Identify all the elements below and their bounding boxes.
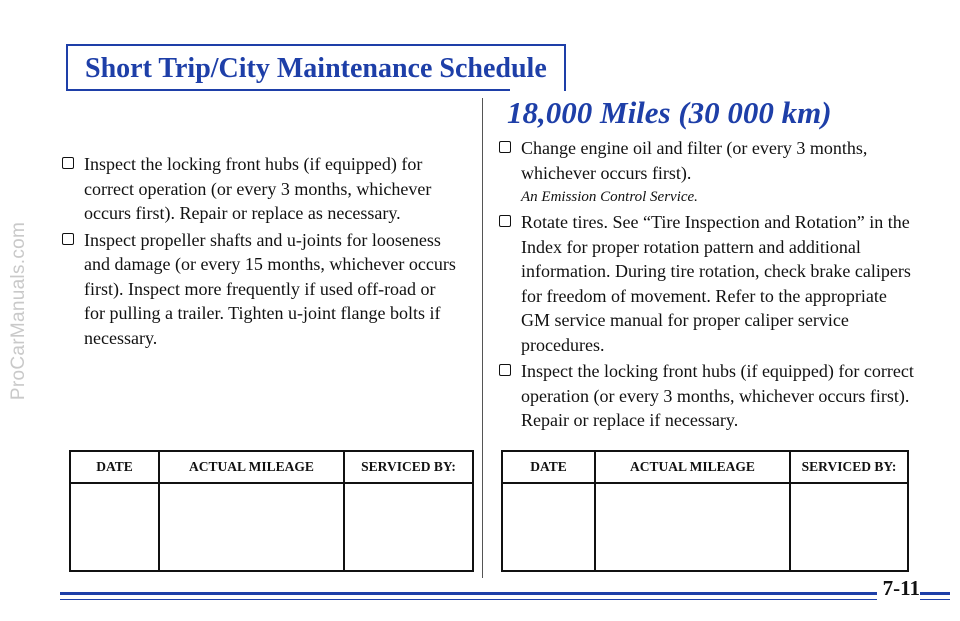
item-text: Rotate tires. See “Tire Inspection and Rotation” in the Index for proper rotation pattern and additional information. During tire rotation, check brake calipers for freedom of movement. Refer to the appropriate GM service manual for proper caliper service procedures. [521, 212, 911, 355]
left-column [60, 152, 460, 350]
mileage-heading: 18,000 Miles (30 000 km) [507, 95, 832, 130]
header-underline [66, 89, 510, 91]
checklist-item [497, 210, 917, 357]
item-text: Inspect propeller shafts and u-joints for looseness and damage (or every 15 months, whichever occurs first). Inspect more frequently if used off-road or for pulling a trailer. Tighten u-joint flange bolts if necessary. [84, 229, 456, 348]
footer-rule [60, 592, 950, 595]
table-row [502, 483, 908, 571]
date-header: DATE [502, 451, 595, 483]
checkbox-icon[interactable] [499, 141, 511, 153]
table-header-row [502, 451, 908, 483]
page-number: 7-11 [877, 576, 920, 601]
serviced-by-cell[interactable] [790, 483, 908, 571]
date-header: DATE [70, 451, 159, 483]
column-divider [482, 98, 483, 578]
watermark-text: ProCarManuals.com [8, 221, 29, 400]
table-header-row [70, 451, 473, 483]
serviced-by-header: SERVICED BY: [344, 451, 473, 483]
footer-rule-thin [60, 599, 950, 600]
mileage-cell[interactable] [595, 483, 790, 571]
watermark [4, 0, 34, 621]
section-header-tab [66, 44, 566, 91]
item-text: Inspect the locking front hubs (if equipped) for correct operation (or every 3 months, whichever occurs first). Repair or replace as necessary. [84, 154, 432, 223]
page-title: Short Trip/City Maintenance Schedule [85, 52, 547, 84]
right-column [497, 136, 917, 433]
item-text: Inspect the locking front hubs (if equipped) for correct operation (or every 3 months, whichever occurs first). Repair or replace if necessary. [521, 361, 914, 430]
mileage-cell[interactable] [159, 483, 344, 571]
checklist-item [60, 228, 460, 351]
mileage-header: ACTUAL MILEAGE [159, 451, 344, 483]
service-record-table [69, 450, 474, 572]
checklist-item [60, 152, 460, 226]
checkbox-icon[interactable] [499, 364, 511, 376]
checkbox-icon[interactable] [499, 215, 511, 227]
checkbox-icon[interactable] [62, 157, 74, 169]
item-text: Change engine oil and filter (or every 3 months, whichever occurs first). [521, 138, 868, 183]
checklist-item [497, 136, 917, 185]
table-row [70, 483, 473, 571]
checklist-item [497, 359, 917, 433]
date-cell[interactable] [502, 483, 595, 571]
checkbox-icon[interactable] [62, 233, 74, 245]
serviced-by-header: SERVICED BY: [790, 451, 908, 483]
mileage-header: ACTUAL MILEAGE [595, 451, 790, 483]
service-record-table [501, 450, 909, 572]
date-cell[interactable] [70, 483, 159, 571]
emission-note: An Emission Control Service. [521, 189, 698, 205]
serviced-by-cell[interactable] [344, 483, 473, 571]
